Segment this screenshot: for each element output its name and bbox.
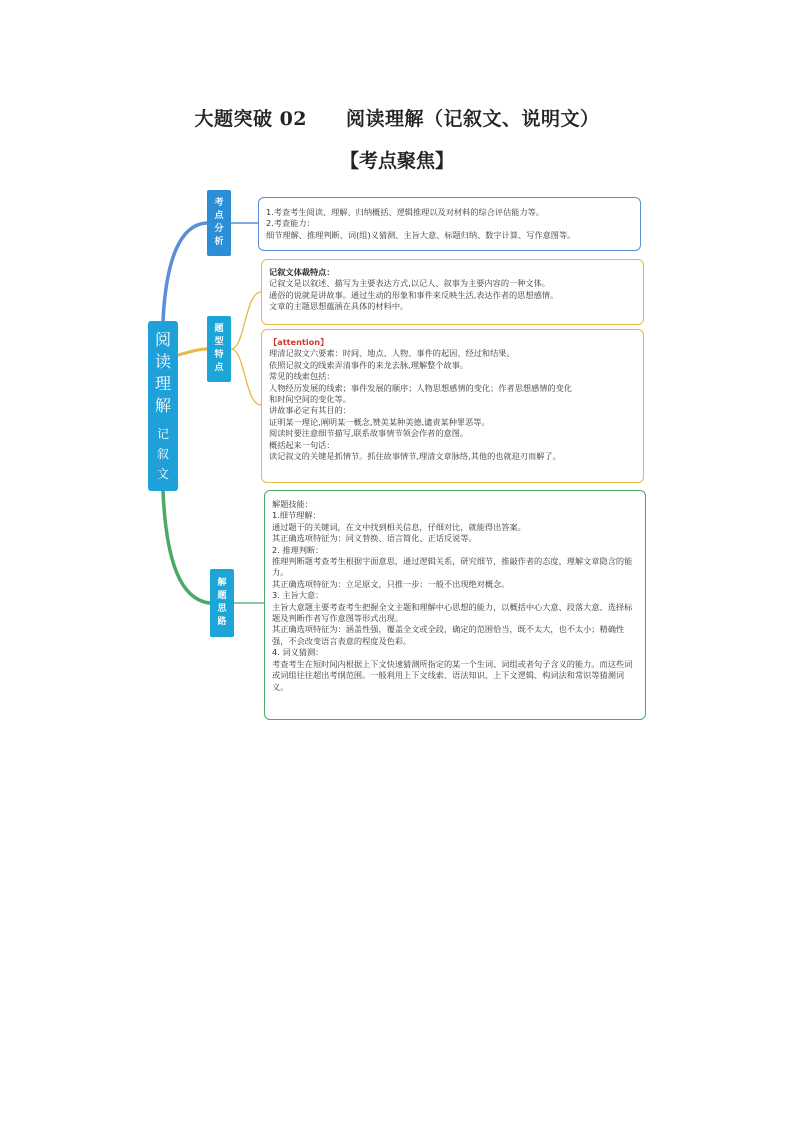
text-line: 证明某一理论,阐明某一概念,赞美某种美德,谴责某种罪恶等。 [269,416,490,427]
connector-root-branch3 [163,491,210,603]
text-line: 通过题干的关键词，在文中找到相关信息，仔细对比，就能得出答案。 [272,521,526,532]
text-line: 人物经历发展的线索；事件发展的顺序；人物思想感情的变化；作者思想感情的变化 [269,382,572,393]
branch-node-approach [210,569,234,637]
text-line: 依照记叙文的线索弄清事件的来龙去脉,理解整个故事。 [269,359,469,370]
text-line: 讲故事必定有其目的： [269,405,351,416]
root-sub-char: 叙 [156,447,169,461]
text-line: 其正确选项特征为：立足原文，只推一步：一般不出现绝对概念。 [272,578,510,589]
text-line: 1.考查考生阅读、理解、归纳概括、逻辑推理以及对材料的综合评估能力等。 [266,207,545,217]
analysis-box [258,197,641,251]
connector-root-branch2 [178,349,207,355]
root-char: 阅 [154,330,171,349]
branch-char: 题 [217,591,227,601]
text-line: 记叙文是以叙述、描写为主要表达方式,以记人、叙事为主要内容的一种文体。 [269,278,550,289]
text-line: 3. 主旨大意： [272,590,324,601]
branch-char: 考 [214,198,224,208]
box-heading: 记叙文体裁特点： [269,267,335,277]
attention-box [261,329,644,483]
branch-node-features [207,316,231,382]
text-line: 理清记叙文六要素：时间、地点、人物、事件的起因、经过和结果。 [269,348,515,359]
connector-root-branch1 [163,223,207,321]
branch-char: 析 [214,237,224,247]
branch-char: 特 [214,350,224,360]
root-sub-char: 记 [156,427,169,441]
branch-node-analysis [207,190,231,256]
text-line: 读记叙文的关键是抓情节。抓住故事情节,理清文章脉络,其他的也就迎刃而解了。 [269,451,561,462]
branch-char: 题 [214,324,224,334]
connector-branch2-box3 [231,349,261,405]
text-line: 4. 词义猜测： [272,647,324,658]
text-line: 解题技能： [272,499,313,509]
text-line: 常见的线索包括： [269,371,335,382]
text-line: 通俗的说就是讲故事。通过生动的形象和事件来反映生活,表达作者的思想感情。 [269,289,559,300]
text-line: 1.细节理解： [272,510,321,521]
text-paragraph: 推理判断题考查考生根据字面意思，通过逻辑关系，研究细节，推敲作者的态度，理解文章隐含的能力。 [272,556,633,578]
branch-char: 点 [214,211,224,221]
root-sub-char: 文 [156,467,169,481]
text-paragraph: 其正确选项特征为：涵盖性强，覆盖全文或全段，确定的范围恰当，既不太大，也不太小；精确性强，不会改变语言表意的程度及色彩。 [272,624,625,646]
text-paragraph: 主旨大意题主要考查考生把握全文主题和理解中心思想的能力，以概括中心大意、段落大意、选择标题及判断作者写作意图等形式出现。 [272,601,633,624]
text-line: 阅读时要注意细节描写,联系故事情节领会作者的意图。 [269,428,469,439]
branch-char: 分 [214,224,224,234]
root-char: 读 [154,352,171,371]
text-line: 文章的主题思想蕴涵在具体的材料中。 [269,301,409,312]
text-line: 细节理解、推理判断、词(组)义猜测、主旨大意、标题归纳、数字计算、写作意图等。 [266,229,576,240]
text-paragraph: 考查考生在短时间内根据上下文快速猜测所指定的某一个生词、词组或者句子含义的能力。而这些词或词组往往超出考纲范围。一般利用上下文线索、语法知识、上下文逻辑、构词法和常识等猜测词义。 [272,658,633,692]
text-line: 其正确选项特征为：同义替换、语言简化、正话反说等。 [272,533,477,544]
branch-char: 思 [217,604,227,614]
root-char: 理 [154,374,171,393]
branch-char: 解 [217,578,227,588]
root-node [148,321,178,491]
branch-char: 路 [217,617,227,627]
text-line: 概括起来一句话： [269,439,335,450]
page-title: 大题突破 02 阅读理解（记叙文、说明文） [194,108,600,130]
connector-branch2-box2 [231,292,261,349]
section-heading: 【考点聚焦】 [339,150,454,172]
attention-label: 【attention】 [269,337,329,347]
genre-features-box [261,259,644,325]
text-line: 和时间空间的变化等。 [269,394,351,405]
text-line: 2.考查能力： [266,218,315,229]
root-char: 解 [154,396,171,415]
text-line: 2. 推理判断： [272,544,324,555]
solving-skills-box [264,490,646,720]
branch-char: 型 [214,337,224,347]
branch-char: 点 [214,363,224,373]
